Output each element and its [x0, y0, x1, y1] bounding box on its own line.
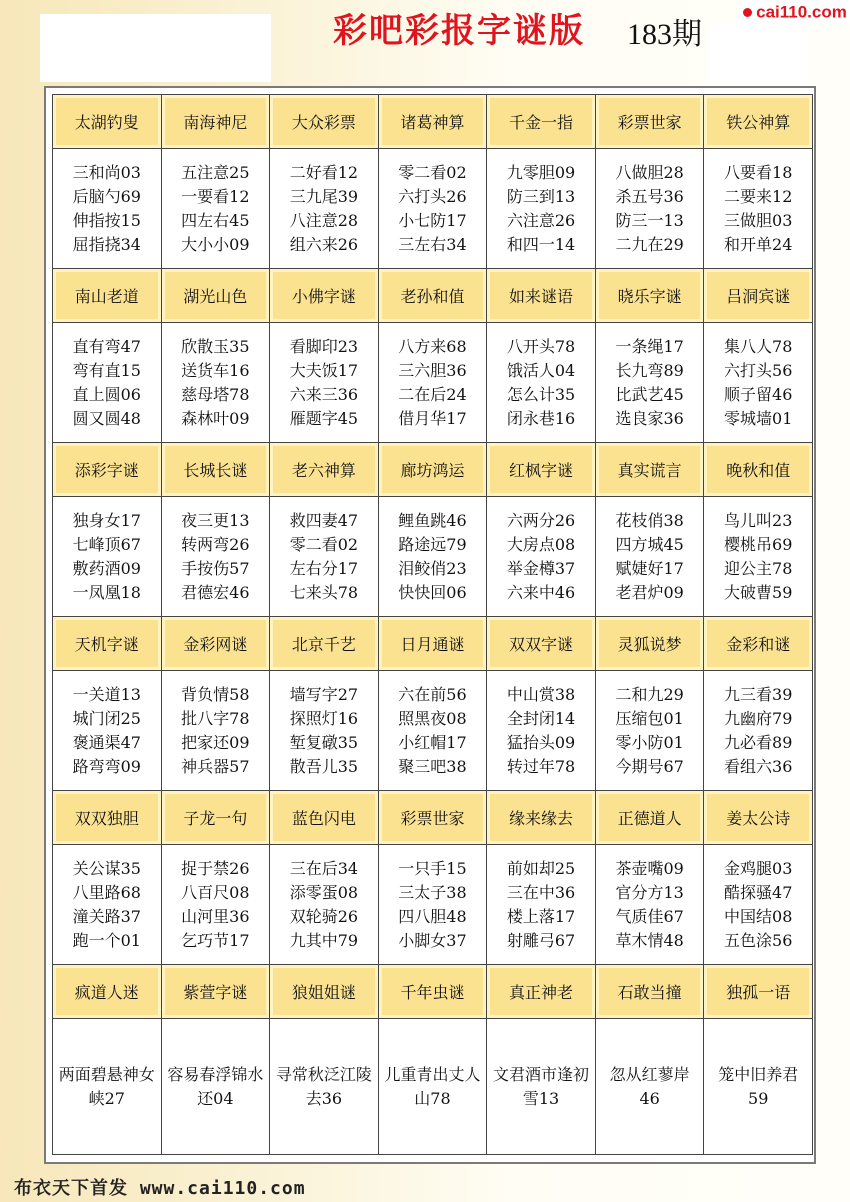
riddle-lines — [724, 161, 792, 257]
riddle-line: 左右分17 — [289, 558, 359, 578]
riddle-lines — [507, 335, 575, 431]
riddle-line: 樱桃吊69 — [724, 534, 793, 554]
riddle-line: 聚三吧38 — [398, 756, 467, 776]
author-header: 天机字谜 — [53, 617, 162, 671]
riddle-cell — [379, 149, 488, 269]
author-header: 诸葛神算 — [379, 95, 488, 149]
riddle-line: 长九弯89 — [615, 360, 684, 380]
riddle-line: 把家还09 — [181, 732, 250, 752]
riddle-cell — [704, 497, 813, 617]
author-header: 真正神老 — [487, 965, 596, 1019]
riddle-lines — [507, 857, 575, 953]
riddle-cell — [596, 671, 705, 791]
riddle-line: 九幽府79 — [724, 708, 793, 728]
riddle-line: 三在中36 — [506, 882, 576, 902]
riddle-line: 楼上落17 — [506, 906, 576, 926]
riddle-line: 君德宏46 — [181, 582, 250, 602]
riddle-lines — [724, 335, 792, 431]
riddle-line: 七来头78 — [289, 582, 359, 602]
riddle-line: 独身女17 — [72, 510, 141, 530]
riddle-line: 小脚女37 — [398, 930, 467, 950]
blank-area-left — [40, 14, 271, 82]
riddle-cell — [487, 497, 596, 617]
author-header: 吕洞宾谜 — [704, 269, 813, 323]
riddle-line: 城门闭25 — [72, 708, 141, 728]
riddle-line: 借月华17 — [398, 408, 467, 428]
riddle-line: 集八人78 — [724, 336, 793, 356]
riddle-line: 三和尚03 — [72, 162, 141, 182]
author-header: 小佛字谜 — [270, 269, 379, 323]
riddle-line: 九必看89 — [724, 732, 793, 752]
riddle-line: 中山赏38 — [506, 684, 576, 704]
riddle-line: 八百尺08 — [181, 882, 250, 902]
author-header: 紫萱字谜 — [162, 965, 271, 1019]
author-header: 晚秋和值 — [704, 443, 813, 497]
riddle-line: 六注意26 — [506, 210, 576, 230]
riddle-lines — [181, 683, 249, 779]
riddle-lines — [398, 161, 466, 257]
author-header: 石敢当撞 — [596, 965, 705, 1019]
riddle-line: 后脑勺69 — [72, 186, 141, 206]
riddle-cell — [596, 497, 705, 617]
riddle-cell — [53, 1019, 162, 1155]
author-header: 狼姐姐谜 — [270, 965, 379, 1019]
riddle-cell — [162, 671, 271, 791]
riddle-line: 五注意25 — [181, 162, 250, 182]
riddle-line: 四方城45 — [615, 534, 684, 554]
riddle-verse: 文君酒市逢初雪13 — [493, 1064, 590, 1108]
riddle-verse: 寻常秋泛江陵去36 — [275, 1064, 372, 1108]
riddle-line: 大夫饭17 — [289, 360, 359, 380]
riddle-line: 四左右45 — [181, 210, 250, 230]
riddle-line: 六打头26 — [398, 186, 467, 206]
blank-area-right — [708, 24, 808, 84]
riddle-line: 二九在29 — [615, 234, 684, 254]
riddle-line: 今期号67 — [615, 756, 684, 776]
riddle-line: 五色涂56 — [724, 930, 793, 950]
riddle-line: 气质佳67 — [615, 906, 684, 926]
riddle-lines — [507, 683, 575, 779]
riddle-line: 转两弯26 — [181, 534, 250, 554]
riddle-lines — [507, 509, 575, 605]
author-header: 红枫字谜 — [487, 443, 596, 497]
author-header: 如来谜语 — [487, 269, 596, 323]
riddle-line: 欣散玉35 — [181, 336, 250, 356]
riddle-line: 关公谋35 — [72, 858, 141, 878]
riddle-line: 看组六36 — [724, 756, 793, 776]
riddle-line: 捉于禁26 — [181, 858, 250, 878]
author-header: 长城长谜 — [162, 443, 271, 497]
riddle-line: 背负情58 — [181, 684, 250, 704]
riddle-line: 九三看39 — [724, 684, 793, 704]
author-header: 双双字谜 — [487, 617, 596, 671]
riddle-cell — [270, 671, 379, 791]
riddle-line: 神兵器57 — [181, 756, 250, 776]
riddle-line: 一凤凰18 — [72, 582, 141, 602]
riddle-cell — [596, 845, 705, 965]
riddle-line: 弯有直15 — [72, 360, 141, 380]
author-header: 老孙和值 — [379, 269, 488, 323]
riddle-line: 六来中46 — [506, 582, 576, 602]
riddle-cell — [162, 497, 271, 617]
riddle-line: 泪鲛俏23 — [398, 558, 467, 578]
riddle-line: 怎么计35 — [506, 384, 576, 404]
author-header: 疯道人迷 — [53, 965, 162, 1019]
riddle-line: 三在后34 — [289, 858, 359, 878]
author-header: 湖光山色 — [162, 269, 271, 323]
riddle-line: 路途远79 — [398, 534, 467, 554]
riddle-line: 组六来26 — [289, 234, 359, 254]
riddle-table — [52, 94, 813, 1155]
riddle-line: 手按伤57 — [181, 558, 250, 578]
riddle-line: 零小防01 — [615, 732, 684, 752]
author-header: 灵狐说梦 — [596, 617, 705, 671]
riddle-line: 六两分26 — [506, 510, 576, 530]
riddle-cell — [487, 671, 596, 791]
riddle-lines — [615, 509, 683, 605]
riddle-line: 举金樽37 — [506, 558, 576, 578]
riddle-lines — [615, 857, 683, 953]
author-header: 千金一指 — [487, 95, 596, 149]
riddle-line: 四八胆48 — [398, 906, 467, 926]
riddle-lines — [181, 161, 249, 257]
riddle-cell — [704, 149, 813, 269]
riddle-line: 猛抬头09 — [506, 732, 576, 752]
riddle-lines — [615, 683, 683, 779]
riddle-line: 酷探骚47 — [724, 882, 793, 902]
riddle-line: 压缩包01 — [615, 708, 684, 728]
riddle-line: 六打头56 — [724, 360, 793, 380]
riddle-line: 闭永巷16 — [506, 408, 576, 428]
riddle-lines — [290, 509, 358, 605]
riddle-cell — [704, 671, 813, 791]
riddle-line: 饿活人04 — [506, 360, 576, 380]
riddle-line: 全封闭14 — [506, 708, 576, 728]
footer-credit: 布衣天下首发 www.cai110.com — [14, 1178, 306, 1199]
riddle-line: 射雕弓67 — [506, 930, 576, 950]
author-header: 铁公神算 — [704, 95, 813, 149]
riddle-cell — [379, 497, 488, 617]
riddle-line: 圆又圆48 — [72, 408, 141, 428]
author-header: 大众彩票 — [270, 95, 379, 149]
riddle-line: 赋婕好17 — [615, 558, 684, 578]
riddle-verse: 忽从红蓼岸46 — [609, 1064, 690, 1108]
riddle-line: 三左右34 — [398, 234, 467, 254]
riddle-cell — [162, 149, 271, 269]
riddle-lines — [398, 509, 466, 605]
riddle-line: 批八字78 — [181, 708, 250, 728]
riddle-line: 三九尾39 — [289, 186, 359, 206]
riddle-cell — [270, 497, 379, 617]
riddle-cell — [379, 323, 488, 443]
riddle-line: 二好看12 — [289, 162, 359, 182]
riddle-table-frame — [44, 86, 816, 1164]
author-header: 南山老道 — [53, 269, 162, 323]
riddle-line: 比武艺45 — [615, 384, 684, 404]
riddle-line: 直有弯47 — [72, 336, 141, 356]
author-header: 太湖钓叟 — [53, 95, 162, 149]
riddle-line: 潼关路37 — [72, 906, 141, 926]
riddle-line: 选良家36 — [615, 408, 684, 428]
author-header: 独孤一语 — [704, 965, 813, 1019]
riddle-line: 八里路68 — [72, 882, 141, 902]
riddle-line: 三六胆36 — [398, 360, 467, 380]
author-header: 南海神尼 — [162, 95, 271, 149]
riddle-line: 慈母塔78 — [181, 384, 250, 404]
riddle-line: 老君炉09 — [615, 582, 684, 602]
riddle-line: 零二看02 — [289, 534, 359, 554]
riddle-line: 金鸡腿03 — [724, 858, 793, 878]
riddle-cell — [596, 149, 705, 269]
riddle-line: 双轮骑26 — [289, 906, 359, 926]
riddle-lines — [181, 509, 249, 605]
riddle-line: 杀五号36 — [615, 186, 684, 206]
riddle-cell — [270, 845, 379, 965]
author-header: 双双独胆 — [53, 791, 162, 845]
riddle-line: 大破曹59 — [724, 582, 793, 602]
riddle-verse: 儿重青出丈人山78 — [384, 1064, 481, 1108]
riddle-cell — [596, 1019, 705, 1155]
riddle-line: 雁题字45 — [289, 408, 359, 428]
riddle-cell — [162, 323, 271, 443]
riddle-line: 堑复礅35 — [289, 732, 359, 752]
author-header: 北京千艺 — [270, 617, 379, 671]
riddle-cell — [270, 323, 379, 443]
riddle-cell — [704, 845, 813, 965]
riddle-lines — [724, 509, 792, 605]
logo-dot-icon — [743, 8, 752, 17]
riddle-line: 中国结08 — [724, 906, 793, 926]
riddle-line: 三太子38 — [398, 882, 467, 902]
riddle-line: 八要看18 — [724, 162, 793, 182]
riddle-line: 散吾儿35 — [289, 756, 359, 776]
riddle-line: 防三一13 — [615, 210, 684, 230]
riddle-lines — [73, 335, 141, 431]
logo-text: cai110.com — [756, 2, 847, 22]
riddle-cell — [53, 671, 162, 791]
riddle-line: 鲤鱼跳46 — [398, 510, 467, 530]
riddle-cell — [53, 323, 162, 443]
riddle-verse: 笼中旧养君59 — [718, 1064, 799, 1108]
page-title: 彩吧彩报字谜版 — [333, 11, 585, 51]
riddle-line: 敷药酒09 — [72, 558, 141, 578]
riddle-cell — [596, 323, 705, 443]
riddle-line: 三做胆03 — [724, 210, 793, 230]
riddle-line: 添零蛋08 — [289, 882, 359, 902]
riddle-line: 顺子留46 — [724, 384, 793, 404]
riddle-line: 七峰顶67 — [72, 534, 141, 554]
author-header: 缘来缘去 — [487, 791, 596, 845]
riddle-line: 一关道13 — [72, 684, 141, 704]
riddle-line: 六在前56 — [398, 684, 467, 704]
riddle-line: 直上圆06 — [72, 384, 141, 404]
riddle-line: 防三到13 — [506, 186, 576, 206]
riddle-line: 伸指按15 — [72, 210, 141, 230]
riddle-line: 迎公主78 — [724, 558, 793, 578]
riddle-line: 跑一个01 — [72, 930, 141, 950]
riddle-lines — [73, 161, 141, 257]
riddle-line: 八注意28 — [289, 210, 359, 230]
author-header: 老六神算 — [270, 443, 379, 497]
riddle-cell — [487, 1019, 596, 1155]
riddle-line: 零城墙01 — [724, 408, 793, 428]
riddle-lines — [290, 335, 358, 431]
riddle-lines — [724, 683, 792, 779]
riddle-lines — [290, 161, 358, 257]
riddle-line: 褒通渠47 — [72, 732, 141, 752]
riddle-line: 路弯弯09 — [72, 756, 141, 776]
author-header: 日月通谜 — [379, 617, 488, 671]
riddle-lines — [615, 335, 683, 431]
riddle-line: 照黑夜08 — [398, 708, 467, 728]
riddle-cell — [487, 845, 596, 965]
riddle-line: 快快回06 — [398, 582, 467, 602]
riddle-line: 一只手15 — [398, 858, 467, 878]
riddle-cell — [704, 323, 813, 443]
riddle-line: 墙写字27 — [289, 684, 359, 704]
author-header: 廊坊鸿运 — [379, 443, 488, 497]
riddle-cell — [487, 323, 596, 443]
riddle-line: 鸟儿叫23 — [724, 510, 793, 530]
riddle-line: 乞巧节17 — [181, 930, 250, 950]
riddle-cell — [162, 1019, 271, 1155]
riddle-lines — [73, 857, 141, 953]
riddle-line: 官分方13 — [615, 882, 684, 902]
riddle-line: 二在后24 — [398, 384, 467, 404]
riddle-lines — [398, 857, 466, 953]
riddle-line: 和开单24 — [724, 234, 793, 254]
riddle-line: 大房点08 — [506, 534, 576, 554]
riddle-lines — [290, 857, 358, 953]
riddle-lines — [507, 161, 575, 257]
riddle-line: 小七防17 — [398, 210, 467, 230]
author-header: 真实谎言 — [596, 443, 705, 497]
riddle-line: 看脚印23 — [289, 336, 359, 356]
author-header: 彩票世家 — [379, 791, 488, 845]
riddle-line: 转过年78 — [506, 756, 576, 776]
riddle-verse: 两面碧悬神女峡27 — [58, 1064, 155, 1108]
riddle-cell — [487, 149, 596, 269]
riddle-line: 九其中79 — [289, 930, 359, 950]
riddle-line: 茶壶嘴09 — [615, 858, 684, 878]
riddle-cell — [379, 671, 488, 791]
riddle-verse: 容易春浮锦水还04 — [167, 1064, 264, 1108]
riddle-line: 送货车16 — [181, 360, 250, 380]
author-header: 金彩和谜 — [704, 617, 813, 671]
riddle-line: 森林叶09 — [181, 408, 250, 428]
author-header: 金彩网谜 — [162, 617, 271, 671]
riddle-line: 零二看02 — [398, 162, 467, 182]
riddle-line: 一要看12 — [181, 186, 250, 206]
riddle-line: 花枝俏38 — [615, 510, 684, 530]
riddle-lines — [181, 857, 249, 953]
riddle-lines — [73, 683, 141, 779]
riddle-cell — [53, 845, 162, 965]
riddle-lines — [398, 683, 466, 779]
riddle-lines — [181, 335, 249, 431]
riddle-line: 八开头78 — [506, 336, 576, 356]
riddle-line: 山河里36 — [181, 906, 250, 926]
riddle-line: 大小小09 — [181, 234, 250, 254]
author-header: 彩票世家 — [596, 95, 705, 149]
riddle-line: 九零胆09 — [506, 162, 576, 182]
riddle-cell — [379, 1019, 488, 1155]
riddle-line: 一条绳17 — [615, 336, 684, 356]
riddle-line: 小红帽17 — [398, 732, 467, 752]
riddle-line: 前如却25 — [506, 858, 576, 878]
author-header: 姜太公诗 — [704, 791, 813, 845]
riddle-cell — [704, 1019, 813, 1155]
riddle-line: 八做胆28 — [615, 162, 684, 182]
riddle-line: 六来三36 — [289, 384, 359, 404]
riddle-line: 八方来68 — [398, 336, 467, 356]
riddle-line: 草木情48 — [615, 930, 684, 950]
author-header: 晓乐字谜 — [596, 269, 705, 323]
author-header: 添彩字谜 — [53, 443, 162, 497]
site-logo — [740, 0, 850, 24]
riddle-line: 夜三更13 — [181, 510, 250, 530]
riddle-cell — [53, 149, 162, 269]
riddle-cell — [270, 1019, 379, 1155]
riddle-line: 二和九29 — [615, 684, 684, 704]
riddle-lines — [398, 335, 466, 431]
riddle-lines — [73, 509, 141, 605]
author-header: 子龙一句 — [162, 791, 271, 845]
riddle-line: 救四妻47 — [289, 510, 359, 530]
riddle-cell — [53, 497, 162, 617]
riddle-line: 屈指挠34 — [72, 234, 141, 254]
author-header: 千年虫谜 — [379, 965, 488, 1019]
riddle-lines — [290, 683, 358, 779]
author-header: 正德道人 — [596, 791, 705, 845]
issue-number: 183期 — [627, 18, 702, 51]
riddle-cell — [379, 845, 488, 965]
riddle-cell — [270, 149, 379, 269]
riddle-cell — [162, 845, 271, 965]
riddle-lines — [615, 161, 683, 257]
riddle-lines — [724, 857, 792, 953]
riddle-line: 二要来12 — [724, 186, 793, 206]
riddle-line: 探照灯16 — [289, 708, 359, 728]
riddle-line: 和四一14 — [506, 234, 576, 254]
author-header: 蓝色闪电 — [270, 791, 379, 845]
